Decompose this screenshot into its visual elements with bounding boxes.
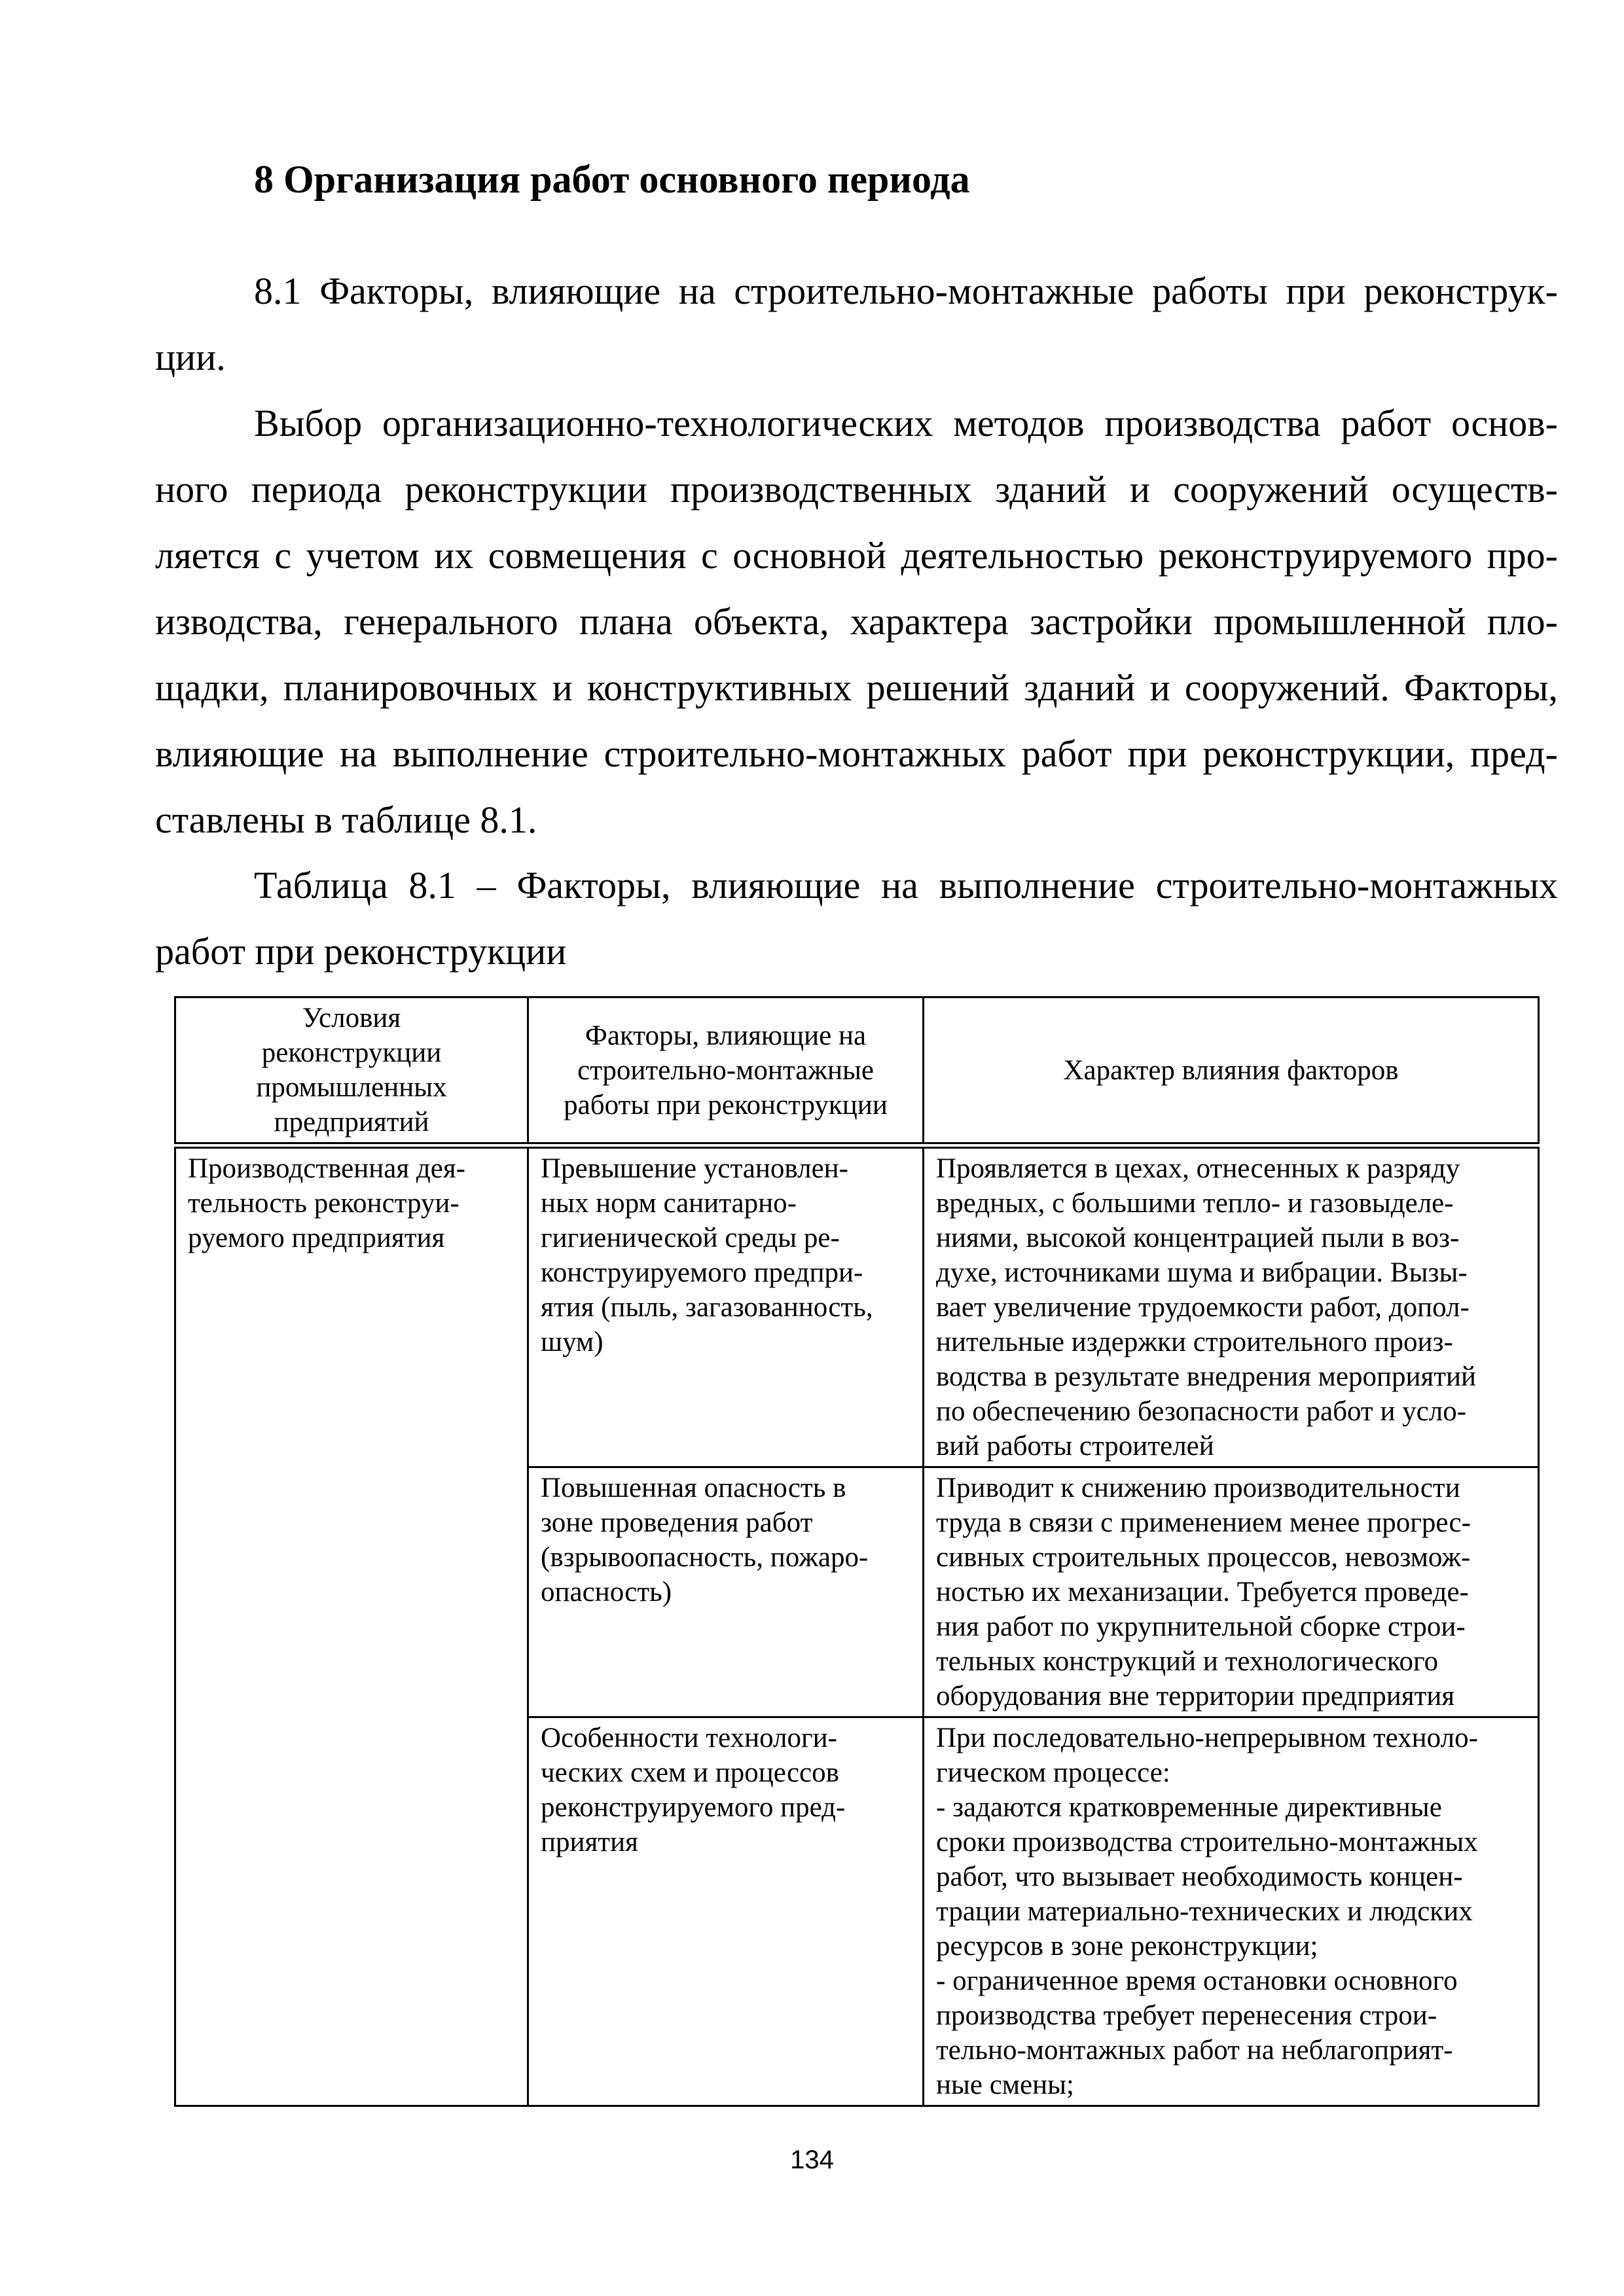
cell-line: гигиенической среды ре- bbox=[541, 1223, 840, 1253]
cell-impact bbox=[924, 1717, 1539, 2106]
cell-line: ных норм санитарно- bbox=[541, 1188, 797, 1219]
cell-line: промышленных bbox=[256, 1072, 447, 1103]
paragraph-line: изводства, генерального плана объекта, характера застройки промышленной пло- bbox=[155, 600, 1558, 643]
cell-line: Проявляется в цехах, отнесенных к разряду bbox=[936, 1153, 1460, 1184]
caption-line: Таблица 8.1 – Факторы, влияющие на выполнение строительно-монтажных bbox=[254, 864, 1558, 906]
cell-line: зоне проведения работ bbox=[541, 1507, 813, 1538]
cell-line: тельность реконструи- bbox=[188, 1188, 460, 1219]
cell-line: предприятий bbox=[274, 1107, 429, 1138]
cell-line: - задаются кратковременные директивные bbox=[936, 1792, 1442, 1823]
cell-line: шум) bbox=[541, 1327, 604, 1357]
header-factors bbox=[528, 997, 924, 1146]
cell-line: вредных, с большими тепло- и газовыделе- bbox=[936, 1188, 1454, 1219]
paragraph-line: влияющие на выполнение строительно-монтажных работ при реконструкции, пред- bbox=[155, 732, 1558, 775]
cell-line: ниями, высокой концентрацией пыли в воз- bbox=[936, 1223, 1460, 1253]
cell-line: сивных строительных процессов, невозмож- bbox=[936, 1542, 1471, 1573]
table-row bbox=[175, 1145, 1539, 1467]
cell-impact bbox=[924, 1145, 1539, 1467]
cell-line: приятия bbox=[541, 1827, 638, 1857]
cell-factor bbox=[528, 1145, 924, 1467]
cell-impact bbox=[924, 1467, 1539, 1717]
cell-factor bbox=[528, 1717, 924, 2106]
cell-condition bbox=[175, 1145, 528, 2106]
cell-line: Производственная дея- bbox=[188, 1153, 465, 1184]
cell-line: Приводит к снижению производительности bbox=[936, 1473, 1460, 1503]
cell-line: производства требует перенесения строи- bbox=[936, 2000, 1437, 2031]
body-paragraph bbox=[155, 390, 1558, 853]
subsection-line: 8.1 Факторы, влияющие на строительно-монтажные работы при реконструк- bbox=[254, 270, 1558, 312]
cell-line: тельно-монтажных работ на неблагоприят- bbox=[936, 2035, 1453, 2066]
cell-line: Особенности технологи- bbox=[541, 1723, 837, 1753]
caption-line: работ при реконструкции bbox=[155, 930, 567, 973]
cell-line: ресурсов в зоне реконструкции; bbox=[936, 1931, 1318, 1962]
cell-line: сроки производства строительно-монтажных bbox=[936, 1827, 1478, 1857]
cell-line: ностью их механизации. Требуется проведе- bbox=[936, 1577, 1469, 1607]
cell-line: нительные издержки строительного произ- bbox=[936, 1327, 1453, 1357]
cell-line: опасность) bbox=[541, 1577, 672, 1607]
cell-line: Характер влияния факторов bbox=[1063, 1054, 1399, 1086]
cell-line: вает увеличение трудоемкости работ, допол- bbox=[936, 1292, 1470, 1323]
cell-line: труда в связи с применением менее прогрес- bbox=[936, 1507, 1471, 1538]
table-caption bbox=[155, 852, 1558, 984]
cell-line: конструируемого предпри- bbox=[541, 1257, 863, 1288]
factors-table bbox=[174, 996, 1540, 2107]
cell-line: вий работы строителей bbox=[936, 1431, 1214, 1462]
page-number: 134 bbox=[790, 2145, 834, 2174]
cell-line: работ, что вызывает необходимость концен- bbox=[936, 1861, 1463, 1892]
paragraph-line: ного периода реконструкции производственных зданий и сооружений осуществ- bbox=[155, 468, 1558, 511]
cell-line: руемого предприятия bbox=[188, 1223, 445, 1253]
cell-line: - ограниченное время остановки основного bbox=[936, 1965, 1458, 1996]
header-impact bbox=[924, 997, 1539, 1146]
cell-line: тельных конструкций и технологического bbox=[936, 1646, 1439, 1677]
cell-line: При последовательно-непрерывном техноло- bbox=[936, 1723, 1478, 1753]
paragraph-line: ставлены в таблице 8.1. bbox=[155, 798, 537, 841]
table-header-row bbox=[175, 997, 1539, 1146]
cell-line: ния работ по укрупнительной сборке строи- bbox=[936, 1611, 1466, 1642]
subsection-title bbox=[155, 258, 1558, 390]
cell-line: трации материально-технических и людских bbox=[936, 1896, 1473, 1927]
cell-line: Повышенная опасность в bbox=[541, 1473, 846, 1503]
cell-line: оборудования вне территории предприятия bbox=[936, 1681, 1455, 1712]
cell-line: ческих схем и процессов bbox=[541, 1757, 839, 1788]
cell-line: водства в результате внедрения мероприятий bbox=[936, 1361, 1477, 1392]
section-heading: 8 Организация работ основного периода bbox=[254, 158, 970, 201]
subsection-line: ции. bbox=[155, 336, 226, 378]
cell-line: (взрывоопасность, пожаро- bbox=[541, 1542, 869, 1573]
cell-line: Факторы, влияющие на bbox=[585, 1020, 867, 1051]
cell-line: Условия bbox=[302, 1003, 401, 1033]
cell-line: реконструируемого пред- bbox=[541, 1792, 846, 1823]
paragraph-line: ляется с учетом их совмещения с основной деятельностью реконструируемого про- bbox=[155, 534, 1558, 577]
cell-factor bbox=[528, 1467, 924, 1717]
paragraph-line: щадки, планировочных и конструктивных решений зданий и сооружений. Факторы, bbox=[155, 666, 1558, 709]
paragraph-line: Выбор организационно-технологических методов производства работ основ- bbox=[254, 402, 1558, 444]
cell-line: реконструкции bbox=[261, 1037, 442, 1068]
cell-line: Превышение установлен- bbox=[541, 1153, 848, 1184]
cell-line: ятия (пыль, загазованность, bbox=[541, 1292, 873, 1323]
cell-line: духе, источниками шума и вибрации. Вызы- bbox=[936, 1257, 1468, 1288]
cell-line: работы при реконструкции bbox=[564, 1089, 888, 1121]
cell-line: строительно-монтажные bbox=[577, 1054, 874, 1086]
cell-line: ные смены; bbox=[936, 2070, 1074, 2100]
cell-line: по обеспечению безопасности работ и усло- bbox=[936, 1396, 1467, 1427]
cell-line: гическом процессе: bbox=[936, 1757, 1170, 1788]
header-conditions bbox=[175, 997, 528, 1146]
